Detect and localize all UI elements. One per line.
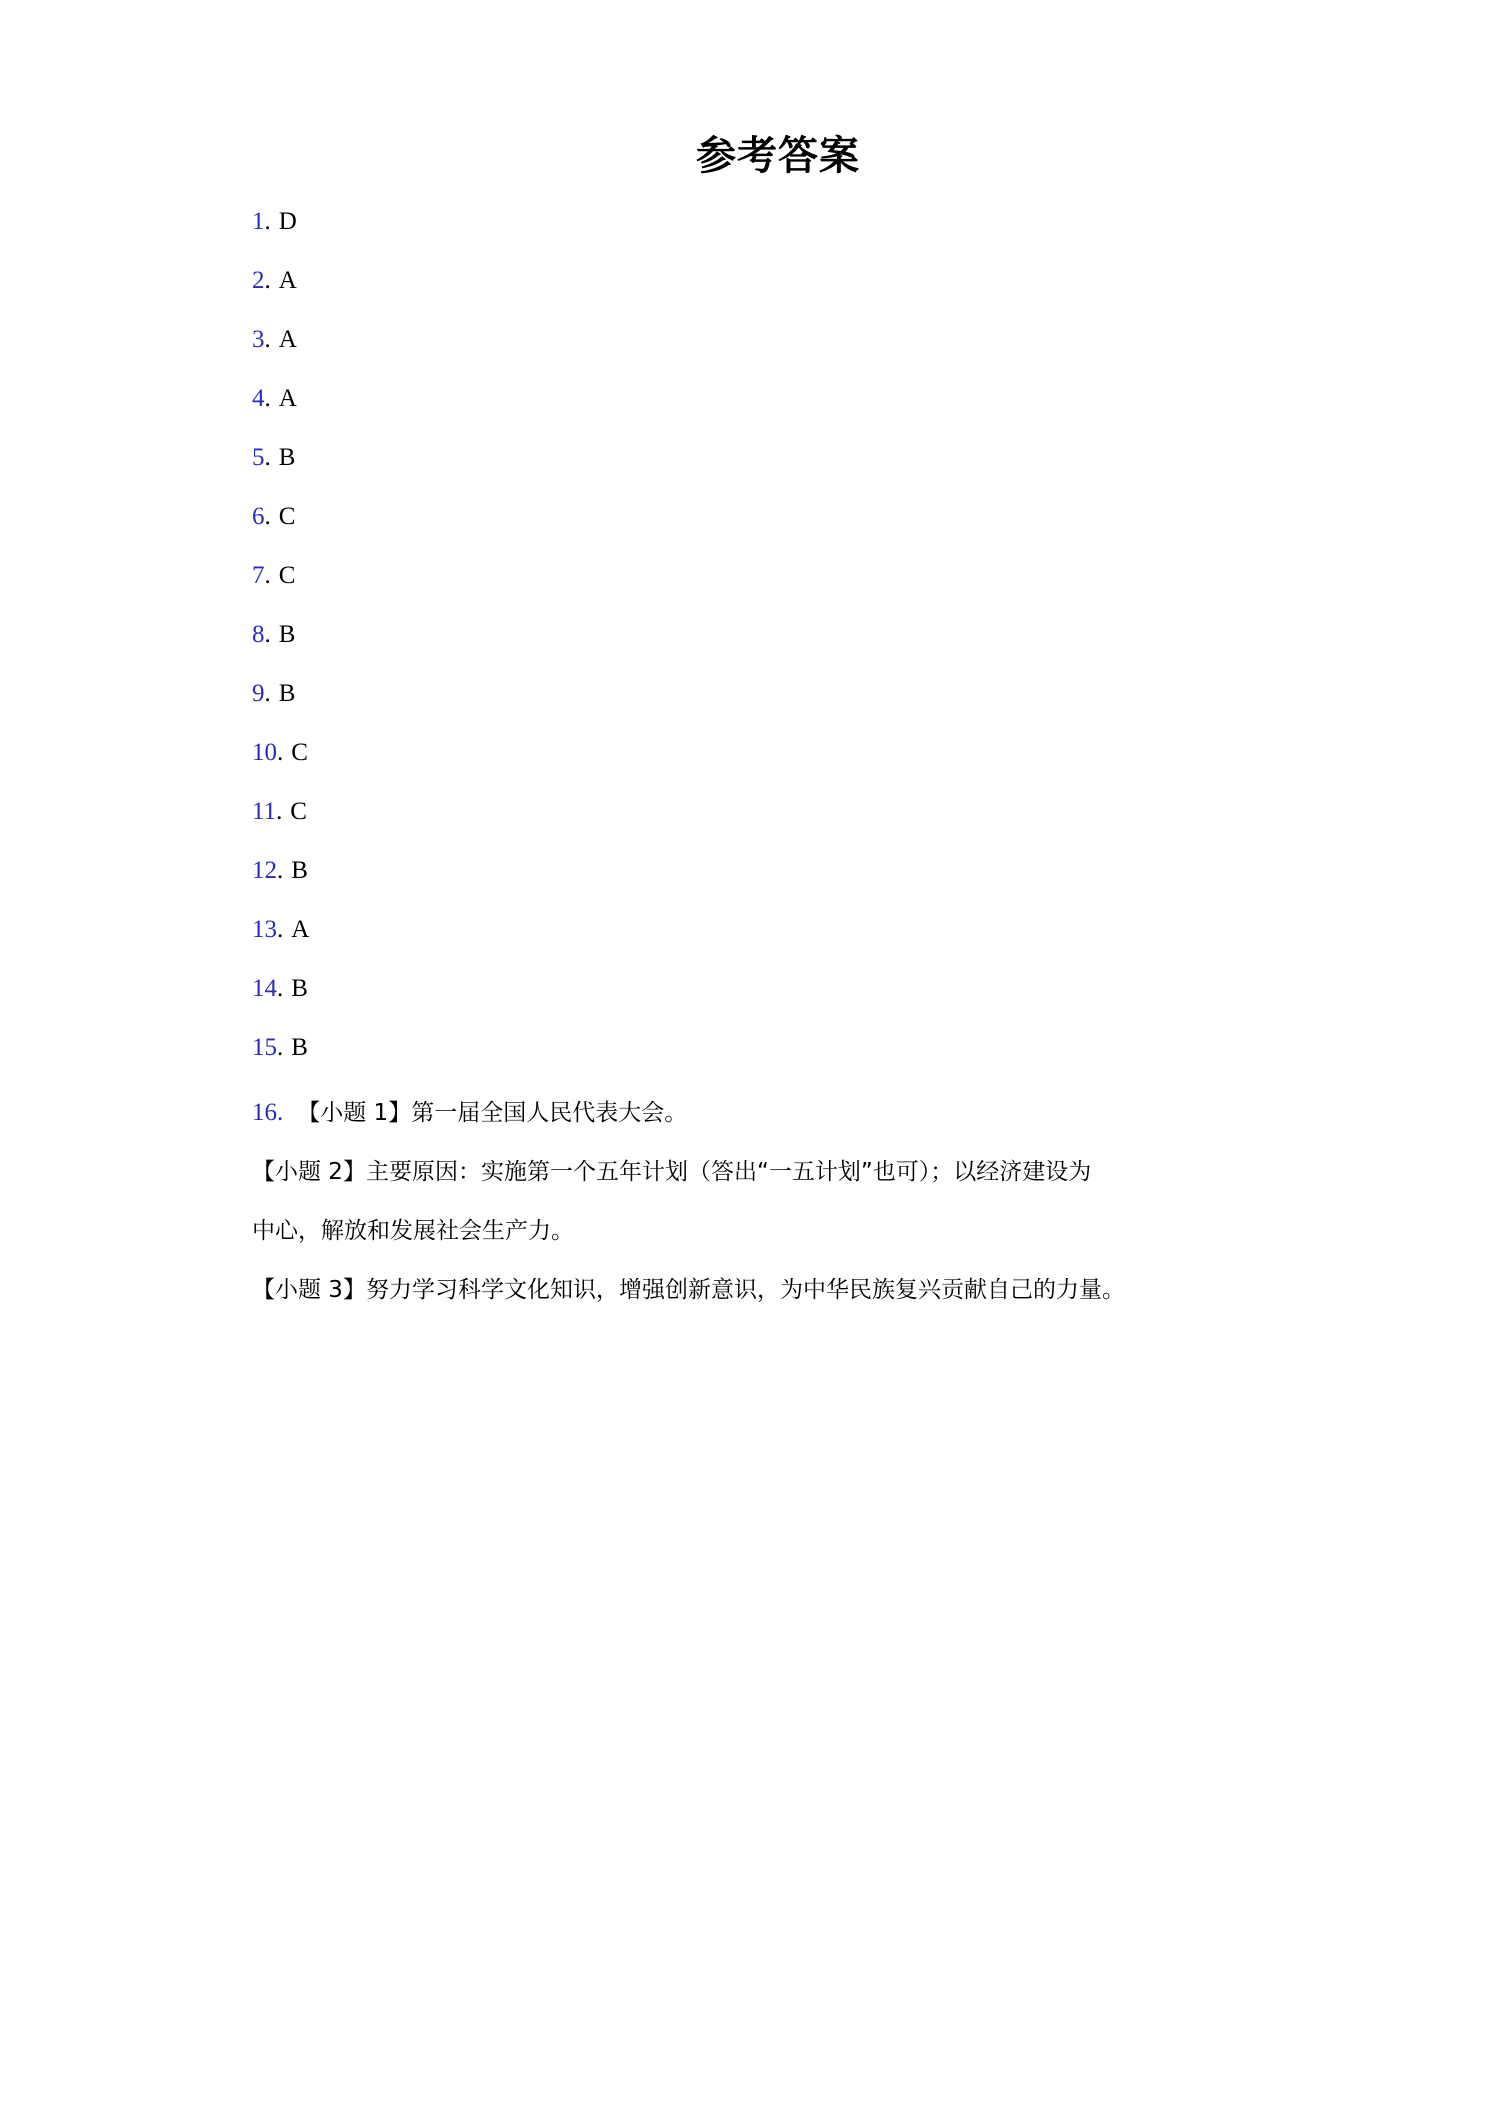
answer-letter: A — [278, 385, 297, 412]
answer-item — [252, 968, 309, 1027]
question-number: 13 — [252, 916, 277, 943]
number-separator: . — [277, 1034, 284, 1061]
answer-item — [252, 437, 309, 496]
answer-letter: D — [278, 208, 297, 235]
question-16-answer — [252, 1082, 1252, 1320]
answer-item — [252, 909, 309, 968]
question-number: 8 — [252, 621, 265, 648]
answer-item — [252, 850, 309, 909]
question-number: 9 — [252, 680, 265, 707]
answer-letter: B — [291, 975, 308, 1002]
question-number: 6 — [252, 503, 265, 530]
subquestion-1-text: 【小题 1】第一届全国人民代表大会。 — [297, 1100, 688, 1126]
page-title: 参考答案 — [696, 133, 860, 179]
question-number: 11 — [252, 798, 277, 825]
answer-letter: C — [278, 503, 296, 530]
number-separator: . — [264, 621, 271, 648]
subquestion-3: 【小题 3】努力学习科学文化知识，增强创新意识，为中华民族复兴贡献自己的力量。 — [252, 1277, 1125, 1303]
question-number: 4 — [252, 385, 265, 412]
number-separator: . — [276, 798, 283, 825]
answer-item — [252, 1027, 309, 1086]
answer-letter: A — [291, 916, 310, 943]
number-separator: . — [264, 326, 271, 353]
answer-letter: B — [291, 1034, 308, 1061]
answer-letter: C — [278, 562, 296, 589]
number-separator: . — [264, 267, 271, 294]
question-number: 7 — [252, 562, 265, 589]
subquestion-1 — [252, 1082, 1252, 1143]
question-number: 14 — [252, 975, 277, 1002]
answer-item — [252, 555, 309, 614]
number-separator: . — [277, 916, 284, 943]
answer-letter: C — [291, 739, 308, 766]
answer-item — [252, 673, 309, 732]
answer-item — [252, 319, 309, 378]
question-number: 12 — [252, 857, 277, 884]
number-separator: . — [264, 562, 271, 589]
answer-item — [252, 791, 309, 850]
subquestion-2-line-1: 【小题 2】主要原因：实施第一个五年计划（答出“一五计划”也可）；以经济建设为 — [252, 1159, 1092, 1185]
answer-letter: A — [278, 326, 297, 353]
subquestion-2-line-2: 中心，解放和发展社会生产力。 — [252, 1218, 574, 1244]
number-separator: . — [264, 208, 271, 235]
answer-item — [252, 378, 309, 437]
answer-letter: C — [290, 798, 307, 825]
number-separator: . — [264, 503, 271, 530]
number-separator: . — [264, 680, 271, 707]
answer-list — [252, 201, 309, 1086]
question-number: 3 — [252, 326, 265, 353]
number-separator: . — [264, 444, 271, 471]
number-separator: . — [264, 385, 271, 412]
answer-letter: B — [278, 444, 296, 471]
answer-item — [252, 260, 309, 319]
answer-item — [252, 732, 309, 791]
answer-letter: B — [278, 680, 296, 707]
answer-item — [252, 614, 309, 673]
question-number: 2 — [252, 267, 265, 294]
number-separator: . — [277, 739, 284, 766]
question-number: 10 — [252, 739, 277, 766]
number-separator: . — [277, 857, 284, 884]
number-separator: . — [277, 975, 284, 1002]
answer-item — [252, 201, 309, 260]
answer-letter: B — [291, 857, 308, 884]
answer-letter: B — [278, 621, 296, 648]
question-number: 16. — [252, 1099, 284, 1126]
answer-item — [252, 496, 309, 555]
answer-letter: A — [278, 267, 297, 294]
question-number: 15 — [252, 1034, 277, 1061]
question-number: 5 — [252, 444, 265, 471]
question-number: 1 — [252, 208, 265, 235]
